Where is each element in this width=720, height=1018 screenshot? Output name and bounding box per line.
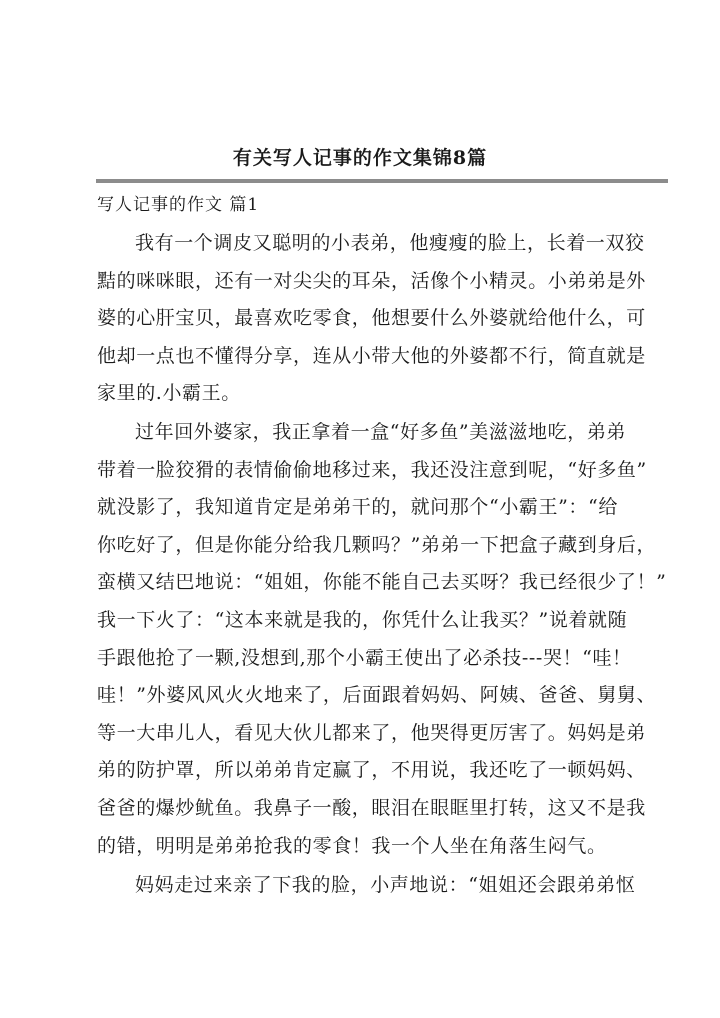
text-line: 家里的.小霸王。 — [97, 382, 241, 405]
paragraph-1 — [97, 225, 646, 413]
page-title: 有关写人记事的作文集锦8篇 — [232, 147, 488, 169]
text-line: 手跟他抢了一颗,没想到,那个小霸王使出了必杀技---哭！“哇！ — [97, 646, 632, 669]
text-line: 妈妈走过来亲了下我的脸，小声地说：“姐姐还会跟弟弟怄 — [135, 874, 636, 896]
text-line: 带着一脸狡猾的表情偷偷地移过来，我还没注意到呢，“好多鱼” — [97, 458, 647, 481]
text-line: 他却一点也不懂得分享，连从小带大他的外婆都不行，简直就是 — [97, 344, 646, 367]
text-line: 过年回外婆家，我正拿着一盒“好多鱼”美滋滋地吃，弟弟 — [135, 421, 627, 443]
text-line: 我有一个调皮又聪明的小表弟，他瘦瘦的脸上，长着一双狡 — [135, 232, 645, 254]
text-line: 哇！”外婆风风火火地来了，后面跟着妈妈、阿姨、爸爸、舅舅、 — [97, 684, 657, 707]
text-line: 蛮横又结巴地说：“姐姐，你能不能自己去买呀？我已经很少了！” — [97, 571, 667, 594]
text-line: 你吃好了，但是你能分给我几颗吗？”弟弟一下把盒子藏到身后， — [97, 533, 657, 556]
text-line: 黠的咪咪眼，还有一对尖尖的耳朵，活像个小精灵。小弟弟是外 — [97, 269, 646, 292]
text-line: 爸爸的爆炒鱿鱼。我鼻子一酸，眼泪在眼眶里打转，这又不是我 — [97, 796, 646, 819]
section-heading: 写人记事的作文 篇1 — [97, 195, 260, 215]
paragraph-2 — [97, 414, 667, 865]
title-divider — [96, 179, 668, 183]
text-line: 等一大串儿人，看见大伙儿都来了，他哭得更厉害了。妈妈是弟 — [97, 721, 646, 744]
text-line: 就没影了，我知道肯定是弟弟干的，就问那个“小霸王”：“给 — [97, 496, 618, 519]
text-line: 的错，明明是弟弟抢我的零食！我一个人坐在角落生闷气。 — [97, 834, 607, 857]
text-line: 弟的防护罩，所以弟弟肯定赢了，不用说，我还吃了一顿妈妈、 — [97, 759, 646, 782]
text-line: 我一下火了：“这本来就是我的，你凭什么让我买？”说着就随 — [97, 608, 628, 631]
paragraph-3 — [97, 867, 640, 905]
text-line: 婆的心肝宝贝，最喜欢吃零食，他想要什么外婆就给他什么，可 — [97, 307, 646, 330]
